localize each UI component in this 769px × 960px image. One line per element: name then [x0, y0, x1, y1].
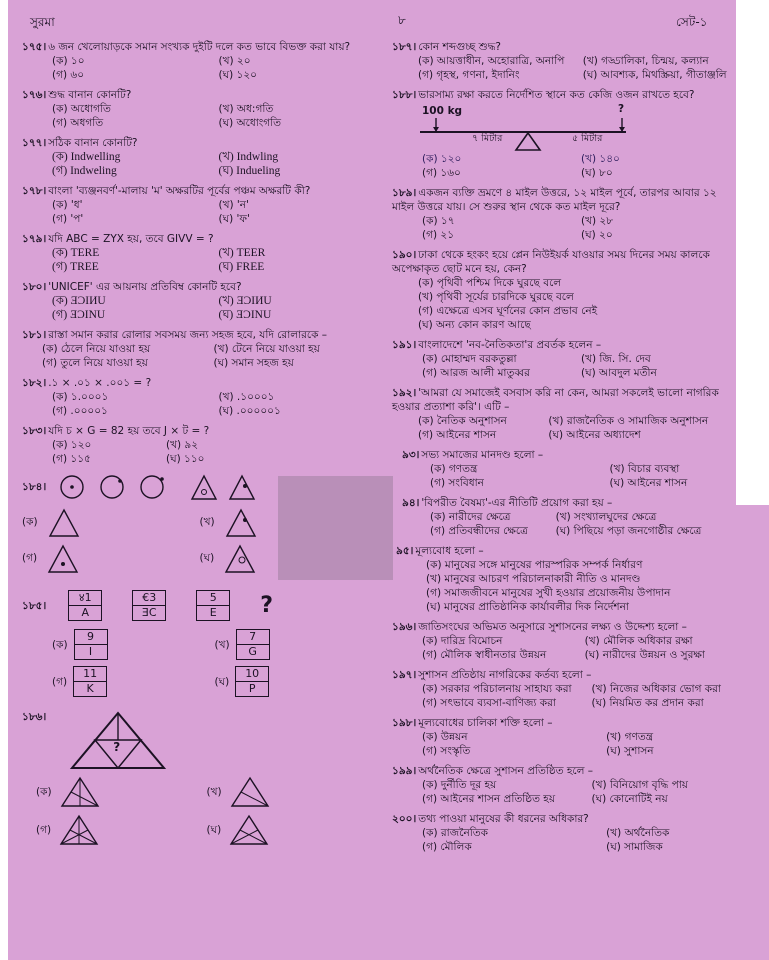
box-top: 5: [209, 591, 217, 604]
option-ga: (গ) অধগতি: [52, 117, 104, 129]
option-gha: (ঘ) FREE: [218, 261, 265, 273]
option-kha: (খ) ৯২: [166, 439, 199, 451]
question-number: ১৮২।: [22, 377, 47, 389]
option-ka: (ক) ১৭: [422, 215, 455, 227]
option-ga: (গ) প্রতিবন্ধীদের ক্ষেত্রে: [430, 525, 528, 537]
question-text: [392, 668, 732, 682]
question-number: ১৮৯।: [392, 187, 417, 199]
option-kha: (খ) টেনে নিয়ে যাওয়া হয়: [213, 343, 320, 355]
option-ga: (গ) আইনের শাসন প্রতিষ্ঠিত হয়: [422, 793, 556, 805]
question-number: ১৮৭।: [392, 41, 417, 53]
question-187: [392, 40, 732, 82]
series-box: [196, 590, 230, 621]
question-body: অর্থনৈতিক ক্ষেত্রে সুশাসন প্রতিষ্ঠিত হলে –: [418, 765, 594, 777]
option-gha: (ঘ) সুশাসন: [606, 745, 654, 757]
set-label: সেট-১: [676, 15, 708, 29]
question-number: ১৯০।: [392, 249, 417, 261]
box-top: 10: [245, 667, 260, 680]
answer-box: [73, 666, 107, 697]
option-ga: (গ) সমাজজীবনে মানুষের সুখী হওয়ার প্রয়োজনীয় উপাদান: [426, 587, 671, 599]
question-text: [22, 88, 377, 102]
option-ka: (ক) সরকার পরিচালনায় সাহায্য করা: [422, 683, 572, 695]
question-185: [22, 590, 377, 704]
box-bottom: G: [237, 644, 269, 659]
option-ka: (ক) দুর্নীতি দূর হয়: [422, 779, 497, 791]
option-ga: (গ) আইনের শাসন: [418, 429, 497, 441]
question-body: সুশাসন প্রতিষ্ঠায় নাগরিকের কর্তব্য হলো –: [418, 669, 592, 681]
option-ga: (গ) তুলে নিয়ে যাওয়া হয়: [42, 357, 148, 369]
question-mark: ?: [260, 592, 273, 618]
question-text: [392, 386, 732, 414]
question-200: [392, 812, 732, 854]
box-top: €3: [142, 591, 157, 604]
question-text: [402, 496, 732, 510]
box-bottom: K: [74, 681, 106, 696]
question-181: [22, 328, 377, 370]
option-ka: (ক) ১০: [52, 55, 85, 67]
question-186: [22, 710, 377, 846]
option-ga: (গ) সংবিধান: [430, 477, 484, 489]
sheet-edge: [736, 505, 769, 960]
option-ka: (ক) উন্নয়ন: [422, 731, 468, 743]
question-number: ১৯৬।: [392, 621, 417, 633]
answer-box: [74, 629, 108, 660]
option-kha: (খ) নিজের অধিকার ভোগ করা: [591, 683, 721, 695]
question-number: ১৮১।: [22, 329, 47, 341]
question-198: [392, 716, 732, 758]
question-191: [392, 338, 732, 380]
question-183: [22, 424, 272, 466]
box-bottom: A: [69, 605, 101, 620]
option-ka: (ক) Indwelling: [52, 151, 121, 163]
option-kha: (খ) TEER: [218, 247, 266, 259]
option-ka: (ক) মোহাম্মদ বরকতুল্লা: [422, 353, 517, 365]
redacted-area: [278, 476, 393, 580]
option-kha: (খ): [206, 786, 222, 798]
option-kha: (খ) গড্ডালিকা, চিন্ময়, কল্যান: [582, 55, 709, 67]
option-ka: (ক) নারীদের ক্ষেত্রে: [430, 511, 511, 523]
question-number: ১৮৬।: [22, 711, 47, 723]
question-number: ১৮৫।: [22, 599, 47, 612]
option-kha: (খ) Indwling: [218, 151, 279, 163]
option-ka: (ক) ƎƆIИU: [52, 295, 106, 307]
question-text: [392, 338, 732, 352]
question-188: [392, 88, 732, 180]
question-189: [392, 186, 732, 242]
option-ga: (গ) ১৬০: [422, 167, 461, 179]
option-ka: (ক) 'ধ': [52, 199, 83, 211]
option-kha: (খ) বিনিয়োগ বৃদ্ধি পায়: [591, 779, 688, 791]
question-193: [392, 448, 732, 490]
question-body: রাস্তা সমান করার রোলার সবসময় জন্য সহজ হবে, যদি রোলারকে –: [48, 329, 328, 341]
option-gha: (ঘ) নিয়মিত কর প্রদান করা: [591, 697, 704, 709]
option-kha: (খ): [199, 516, 215, 528]
question-body: ৬ জন খেলোয়াড়কে সমান সংখ্যক দুইটি দলে কত ভাবে বিভক্ত করা যায়?: [48, 41, 351, 53]
question-body: তথ্য পাওয়া মানুষের কী ধরনের অধিকার?: [418, 813, 589, 825]
question-182: [22, 376, 377, 418]
question-192: [392, 386, 732, 442]
question-text: [392, 764, 732, 778]
question-number: ১৮৩।: [22, 425, 47, 437]
question-195: [392, 544, 732, 614]
question-number: ২০০।: [392, 813, 417, 825]
question-body: .১ × .০১ × .০০১ = ?: [48, 377, 152, 389]
question-number: ১৯২।: [392, 387, 417, 399]
option-kha: (খ) ƎƆIИU: [218, 295, 272, 307]
option-ga: (গ) ৬০: [52, 69, 85, 81]
weight-label: 100 kg: [422, 105, 463, 117]
option-gha: (ঘ): [206, 824, 222, 836]
option-gha: (ঘ) নারীদের উন্নয়ন ও সুরক্ষা: [584, 649, 705, 661]
question-199: [392, 764, 732, 806]
series-box: [132, 590, 166, 621]
option-ga: (গ): [36, 824, 52, 836]
box-top: 7: [249, 630, 257, 643]
question-text: [22, 328, 377, 342]
option-gha: (ঘ) ƎƆINU: [218, 309, 272, 321]
question-body: মূল্যবোধ হলো –: [415, 545, 484, 557]
option-ga: (গ) Indweling: [52, 165, 117, 177]
triangle-option-icon: [220, 542, 260, 574]
option-kha: (খ) পৃথিবী সূর্যের চারদিকে ঘুরছে বলে: [418, 291, 574, 303]
question-180: [22, 280, 377, 322]
box-bottom: ƎC: [133, 605, 165, 620]
option-kha: (খ) মানুষের আচরণ পরিচালনাকারী নীতি ও মানদণ্ড: [426, 573, 641, 585]
question-text: [392, 716, 732, 730]
option-ga: (গ) মৌলিক স্বাধীনতার উন্নয়ন: [422, 649, 547, 661]
option-ka: (ক): [22, 516, 38, 528]
question-text: [392, 40, 732, 54]
balance-beam-icon: [416, 102, 676, 152]
option-kha: (খ) অর্থনৈতিক: [606, 827, 670, 839]
question-number: ৯৩।: [402, 449, 420, 461]
option-kha: (খ) অধ:গতি: [218, 103, 274, 115]
option-ga: (গ) 'প': [52, 213, 84, 225]
question-178: [22, 184, 377, 226]
question-190: [392, 248, 732, 332]
box-top: 11: [83, 667, 98, 680]
balance-diagram: [392, 102, 732, 152]
option-gha: (ঘ) পিছিয়ে পড়া জনগোষ্ঠীর ক্ষেত্রে: [555, 525, 702, 537]
option-ka: (ক) গণতন্ত্র: [430, 463, 478, 475]
option-ga: (গ) TREE: [52, 261, 99, 273]
option-ga: (গ): [52, 675, 68, 688]
question-body: একজন ব্যক্তি ভ্রমণে ৪ মাইল উত্তরে, ১২ মাইল পূর্বে, তারপর আবার ১২ মাইল উত্তরে যায়। সে শুরুর স্থান থেকে কত মাইল দূরে?: [392, 187, 717, 213]
box-bottom: P: [236, 681, 268, 696]
question-body: মূল্যবোধের চালিকা শক্তি হলো –: [418, 717, 553, 729]
question-body: যদি চ × G = 82 হয় তবে J × ট = ?: [48, 425, 210, 437]
option-kha: (খ) ১৪০: [581, 153, 620, 165]
option-gha: (ঘ) ২০: [581, 229, 613, 241]
question-mark: ?: [113, 740, 121, 754]
option-gha: (ঘ) কোনোটিই নয়: [591, 793, 668, 805]
question-body: জাতিসংঘের অভিমত অনুসারে সুশাসনের লক্ষ্য ও উদ্দেশ্য হলো –: [418, 621, 687, 633]
question-number: ১৭৬।: [22, 89, 47, 101]
question-197: [392, 668, 732, 710]
option-gha: (ঘ) 'ফ': [218, 213, 250, 225]
option-ga: (গ) .০০০০১: [52, 405, 108, 417]
question-body: 'UNICEF' এর আয়নায় প্রতিবিম্ব কোনটি হবে?: [48, 281, 242, 293]
option-kha: (খ) জি. সি. দেব: [581, 353, 651, 365]
question-body: 'আমরা যে সমাজেই বসবাস করি না কেন, আমরা সকলেই ভালো নাগরিক হওয়ার প্রত্যাশা করি'। এটি –: [392, 387, 719, 413]
option-ka: (ক): [36, 786, 52, 798]
question-194: [392, 496, 732, 538]
question-number: ১৮৪।: [22, 481, 47, 493]
sequence-figures: [54, 472, 284, 502]
option-ka: (ক) ১২০: [52, 439, 92, 451]
option-ga: (গ) ২১: [422, 229, 455, 241]
question-text: [22, 424, 272, 438]
box-bottom: I: [75, 644, 107, 659]
question-196: [392, 620, 732, 662]
question-body: শুদ্ধ বানান কোনটি?: [48, 89, 132, 101]
question-body: বাংলাদেশে 'নব-নৈতিকতা'র প্রবর্তক হলেন –: [418, 339, 602, 351]
option-kha: (খ) মৌলিক অধিকার রক্ষা: [584, 635, 693, 647]
question-body: সঠিক বানান কোনটি?: [48, 137, 138, 149]
question-number: ১৮০।: [22, 281, 47, 293]
question-text: [22, 280, 377, 294]
question-text: [392, 620, 732, 634]
question-text: [392, 812, 732, 826]
question-text: [22, 40, 377, 54]
right-column: [392, 40, 732, 860]
option-gha: (ঘ) Indueling: [218, 165, 281, 177]
question-body: যদি ABC = ZYX হয়, তবে GIVV = ?: [48, 233, 214, 245]
question-175: [22, 40, 377, 82]
question-text: [22, 136, 377, 150]
question-number: ১৯৭।: [392, 669, 417, 681]
question-text: [22, 232, 377, 246]
option-gha: (ঘ) ১১০: [166, 453, 205, 465]
triangle-option-icon: [228, 776, 272, 808]
question-text: [22, 184, 377, 198]
option-ka: (ক) পৃথিবী পশ্চিম দিকে ঘুরছে বলে: [418, 277, 562, 289]
option-gha: (ঘ) আবদুল মতীন: [581, 367, 657, 379]
option-ka: (ক) ১.০০০১: [52, 391, 109, 403]
option-gha: (ঘ) আইনের অধ্যাদেশ: [548, 429, 641, 441]
option-ka: (ক) অধোগতি: [52, 103, 111, 115]
triangle-option-icon: [43, 542, 83, 574]
option-gha: (ঘ) ১২০: [218, 69, 257, 81]
triangle-option-icon: [57, 814, 101, 846]
option-gha: (ঘ) অধোংগতি: [218, 117, 282, 129]
option-gha: (ঘ) .০০০০০১: [218, 405, 281, 417]
triangle-option-icon: [44, 506, 84, 538]
question-text: [402, 448, 732, 462]
question-number: ১৯১।: [392, 339, 417, 351]
option-kha: (খ) ২৮: [581, 215, 614, 227]
answer-box: [235, 666, 269, 697]
triangle-option-icon: [227, 814, 271, 846]
series-box: [68, 590, 102, 621]
option-kha: (খ): [214, 638, 230, 651]
option-kha: (খ) ২০: [218, 55, 251, 67]
option-kha: (খ) 'ন': [218, 199, 249, 211]
question-number: ৯৫।: [396, 545, 414, 557]
question-body: বাংলা 'ব্যঞ্জনবর্ণ'-মালায় 'ম' অক্ষরটির পূর্বের পঞ্চম অক্ষরটি কী?: [48, 185, 311, 197]
box-top: ४1: [78, 591, 92, 604]
option-kha: (খ) সংখ্যালঘুদের ক্ষেত্রে: [555, 511, 657, 523]
question-body: কোন শব্দগুচ্ছ শুদ্ধ?: [418, 41, 501, 53]
question-text: [392, 248, 732, 276]
triangle-option-icon: [221, 506, 261, 538]
question-number: ১৭৫।: [22, 41, 47, 53]
option-ka: (ক) TERE: [52, 247, 100, 259]
option-ka: (ক) ঠেলে নিয়ে যাওয়া হয়: [42, 343, 151, 355]
question-text: [396, 544, 732, 558]
left-column: [22, 40, 377, 852]
option-kha: (খ) রাজনৈতিক ও সামাজিক অনুশাসন: [548, 415, 709, 427]
question-text: [392, 88, 732, 102]
question-number: ১৯৯।: [392, 765, 417, 777]
question-body: 'বিপরীত বৈষম্য'-এর নীতিটি প্রয়োগ করা হয় –: [421, 497, 613, 509]
option-gha: (ঘ) সামাজিক: [606, 841, 663, 853]
question-179: [22, 232, 377, 274]
option-ka: (ক): [52, 638, 68, 651]
option-ga: (গ) ƎƆINU: [52, 309, 106, 321]
question-number: ১৮৮।: [392, 89, 417, 101]
option-gha: (ঘ) সমান সহজ হয়: [213, 357, 294, 369]
option-ga: (গ) সংস্কৃতি: [422, 745, 471, 757]
question-177: [22, 136, 377, 178]
question-body: ঢাকা থেকে হংকং হয়ে প্লেন নিউইয়র্ক যাওয়ার সময় দিনের সময় কালকে অপেক্ষাকৃত ছোট মনে হয়, কেন?: [392, 249, 710, 275]
option-ka: (ক) ১২০: [422, 153, 462, 165]
question-text: [22, 376, 377, 390]
right-length: ৫ মিটার: [572, 133, 603, 144]
question-number: ১৭৯।: [22, 233, 47, 245]
option-ga: (গ) গৃহস্থ, গণনা, ইদানিং: [418, 69, 520, 81]
question-number: ৯৪।: [402, 497, 420, 509]
question-text: [392, 186, 732, 214]
question-body: সভ্য সমাজের মানদণ্ড হলো –: [421, 449, 544, 461]
option-ga: (গ) এক্ষেত্রে এসব ঘূর্ণনের কোন প্রভাব নেই: [418, 305, 598, 317]
page-number: ৮: [398, 13, 406, 27]
option-gha: (ঘ) আইনের শাসন: [609, 477, 688, 489]
box-top: 9: [87, 630, 95, 643]
option-kha: (খ) বিচার ব্যবস্থা: [609, 463, 680, 475]
option-ka: (ক) রাজনৈতিক: [422, 827, 488, 839]
option-gha: (ঘ): [199, 552, 215, 564]
question-176: [22, 88, 377, 130]
left-length: ৭ মিটার: [472, 133, 503, 144]
header-left: সুরমা: [30, 15, 55, 29]
box-bottom: E: [197, 605, 229, 620]
option-ka: (ক) আয়ত্তাধীন, অহোরাত্রি, অনাপি: [418, 55, 565, 67]
option-ga: (গ) সৎভাবে ব্যবসা-বাণিজ্য করা: [422, 697, 556, 709]
option-ga: (গ) আরজ আলী মাতুব্বর: [422, 367, 530, 379]
option-gha: (ঘ) অন্য কোন কারণ আছে: [418, 319, 531, 331]
triangle-option-icon: [58, 776, 102, 808]
option-gha: (ঘ) ৮০: [581, 167, 613, 179]
option-ka: (ক) মানুষের সঙ্গে মানুষের পারস্পরিক সম্পর্ক নির্ধারণ: [426, 559, 643, 571]
option-kha: (খ) গণতন্ত্র: [606, 731, 653, 743]
question-body: ভারসাম্য রক্ষা করতে নির্দেশিত স্থানে কত কেজি ওজন রাখতে হবে?: [418, 89, 695, 101]
option-gha: (ঘ) মানুষের প্রাতিষ্ঠানিক কার্যাবলীর দিক নির্দেশনা: [426, 601, 629, 613]
question-number: ১৭৮।: [22, 185, 47, 197]
question-number: ১৯৮।: [392, 717, 417, 729]
question-number: ১৭৭।: [22, 137, 47, 149]
unknown-weight: ?: [618, 103, 625, 115]
option-ga: (গ) মৌলিক: [422, 841, 472, 853]
option-ka: (ক) নৈতিক অনুশাসন: [418, 415, 507, 427]
option-kha: (খ) .১০০০১: [218, 391, 275, 403]
option-gha: (ঘ) আবশ্যক, মিথস্ক্রিয়া, গীতাঞ্জলি: [582, 69, 727, 81]
answer-box: [236, 629, 270, 660]
option-ga: (গ) ১১৫: [52, 453, 91, 465]
option-gha: (ঘ): [214, 675, 230, 688]
option-ka: (ক) দারিদ্র বিমোচন: [422, 635, 503, 647]
option-ga: (গ): [22, 552, 38, 564]
